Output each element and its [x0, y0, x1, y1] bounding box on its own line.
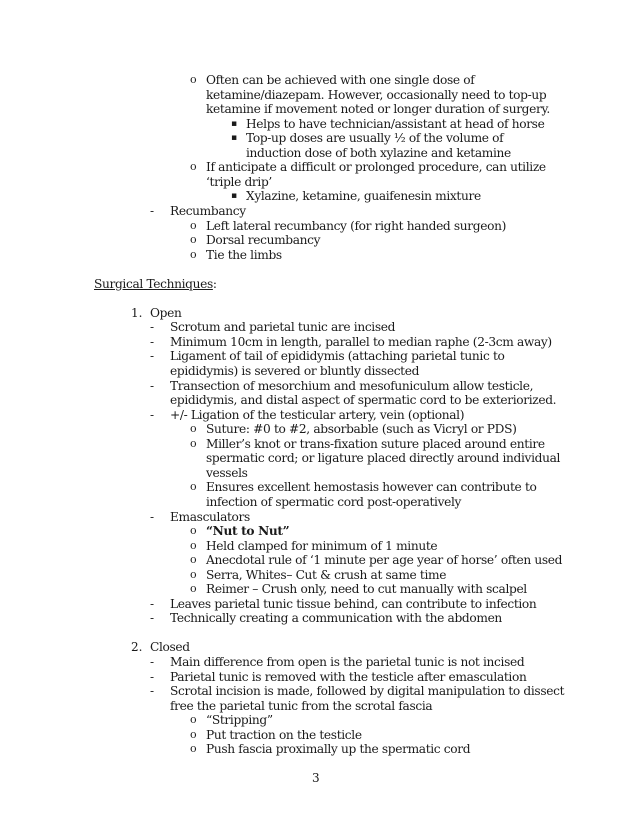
numbered-item-text: Open [150, 305, 182, 320]
circle-item-text: Left lateral recumbancy (for right handed surgeon) [206, 218, 506, 233]
circle-bullet-icon: o [190, 436, 197, 450]
dash-item-text: Leaves parietal tunic tissue behind, can contribute to infection [170, 596, 537, 611]
dash-item-text: Transection of mesorchium and mesofuniculum allow testicle, [170, 378, 534, 393]
circle-bullet-icon: o [190, 480, 197, 494]
circle-item-text: “Nut to Nut” [206, 524, 290, 539]
circle-item-text: “Stripping” [206, 713, 273, 728]
circle-bullet-icon: o [190, 524, 197, 538]
circle-bullet-icon: o [190, 727, 197, 741]
circle-item-text: Reimer – Crush only, need to cut manually with scalpel [206, 582, 527, 597]
section-heading-colon: : [212, 276, 217, 291]
dash-bullet-icon: - [150, 378, 155, 393]
circle-bullet-icon: o [190, 582, 197, 596]
circle-item-text: Push fascia proximally up the spermatic cord [206, 742, 471, 757]
circle-bullet-icon: o [190, 160, 197, 174]
dash-bullet-icon: - [150, 334, 155, 349]
dash-item-text: Main difference from open is the parietal tunic is not incised [170, 655, 525, 669]
page-number: 3 [312, 771, 320, 785]
dash-item-text: Parietal tunic is removed with the testicle after emasculation [170, 669, 527, 684]
dash-item-text: Technically creating a communication with the abdomen [170, 611, 502, 626]
circle-bullet-icon: o [190, 233, 197, 247]
circle-item-text: If anticipate a difficult or prolonged procedure, can utilize [206, 160, 546, 175]
circle-item-text-continued: ketamine if movement noted or longer duration of surgery. [206, 102, 550, 117]
dash-item-text: Recumbancy [170, 203, 246, 218]
circle-bullet-icon: o [190, 73, 197, 86]
dash-item-text: +/- Ligation of the testicular artery, vein (optional) [170, 407, 465, 422]
numbered-item-text: Closed [150, 640, 190, 655]
square-item-text: Xylazine, ketamine, guaifenesin mixture [246, 189, 481, 204]
list-number: 1. [131, 305, 143, 320]
dash-item-text: Minimum 10cm in length, parallel to median raphe (2-3cm away) [170, 334, 552, 349]
circle-item-text: Tie the limbs [206, 247, 282, 262]
section-heading [94, 277, 217, 292]
circle-bullet-icon: o [190, 218, 197, 232]
dash-bullet-icon: - [150, 203, 155, 218]
circle-item-text: Anecdotal rule of ‘1 minute per age year of horse’ often used [206, 553, 563, 568]
dash-bullet-icon: - [150, 407, 155, 422]
dash-bullet-icon: - [150, 684, 155, 699]
dash-item-text: Scrotum and parietal tunic are incised [170, 320, 396, 335]
circle-bullet-icon: o [190, 247, 197, 261]
square-item-text-continued: induction dose of both xylazine and ketamine [246, 145, 511, 160]
circle-bullet-icon: o [190, 567, 197, 581]
dash-bullet-icon: - [150, 509, 155, 524]
circle-item-text-continued: infection of spermatic cord post-operatively [206, 494, 462, 509]
dash-bullet-icon: - [150, 596, 155, 611]
circle-item-text: Held clamped for minimum of 1 minute [206, 538, 438, 553]
circle-item-text: Often can be achieved with one single dose of [206, 73, 475, 87]
dash-item-text: Scrotal incision is made, followed by digital manipulation to dissect [170, 684, 565, 699]
circle-bullet-icon: o [190, 553, 197, 567]
circle-item-text: Suture: #0 to #2, absorbable (such as Vicryl or PDS) [206, 422, 517, 437]
square-bullet-icon: ▪ [231, 118, 238, 129]
dash-item-text-continued: epididymis, and distal aspect of spermatic cord to be exteriorized. [170, 393, 557, 408]
dash-item-text: Ligament of tail of epididymis (attaching parietal tunic to [170, 349, 505, 364]
circle-item-text: Put traction on the testicle [206, 727, 362, 742]
square-item-text: Helps to have technician/assistant at head of horse [246, 116, 545, 131]
circle-item-text-continued: vessels [206, 465, 248, 480]
circle-item-text: Serra, Whites– Cut & crush at same time [206, 567, 447, 582]
dash-item-text: Emasculators [170, 509, 250, 524]
circle-item-text-continued: ‘triple drip’ [206, 174, 272, 189]
circle-item-text: Dorsal recumbancy [206, 233, 321, 248]
dash-bullet-icon: - [150, 349, 155, 364]
circle-item-text-continued: ketamine/diazepam. However, occasionally need to top-up [206, 87, 547, 102]
dash-bullet-icon: - [150, 655, 155, 669]
circle-item-text: Ensures excellent hemostasis however can contribute to [206, 480, 537, 495]
section-heading-text: Surgical Techniques [94, 276, 213, 291]
square-item-text: Top-up doses are usually ½ of the volume of [246, 131, 504, 146]
circle-bullet-icon: o [190, 713, 197, 727]
dash-item-text-continued: free the parietal tunic from the scrotal fascia [170, 698, 433, 713]
circle-item-text: Miller’s knot or trans-fixation suture placed around entire [206, 436, 545, 451]
square-bullet-icon: ▪ [231, 133, 238, 144]
circle-bullet-icon: o [190, 422, 197, 436]
circle-item-text-continued: spermatic cord; or ligature placed directly around individual [206, 451, 561, 466]
dash-bullet-icon: - [150, 320, 155, 335]
circle-bullet-icon: o [190, 538, 197, 552]
list-number: 2. [131, 640, 143, 655]
dash-bullet-icon: - [150, 611, 155, 626]
circle-bullet-icon: o [190, 742, 197, 756]
square-bullet-icon: ▪ [231, 191, 238, 202]
dash-bullet-icon: - [150, 669, 155, 684]
dash-item-text-continued: epididymis) is severed or bluntly dissected [170, 364, 420, 378]
